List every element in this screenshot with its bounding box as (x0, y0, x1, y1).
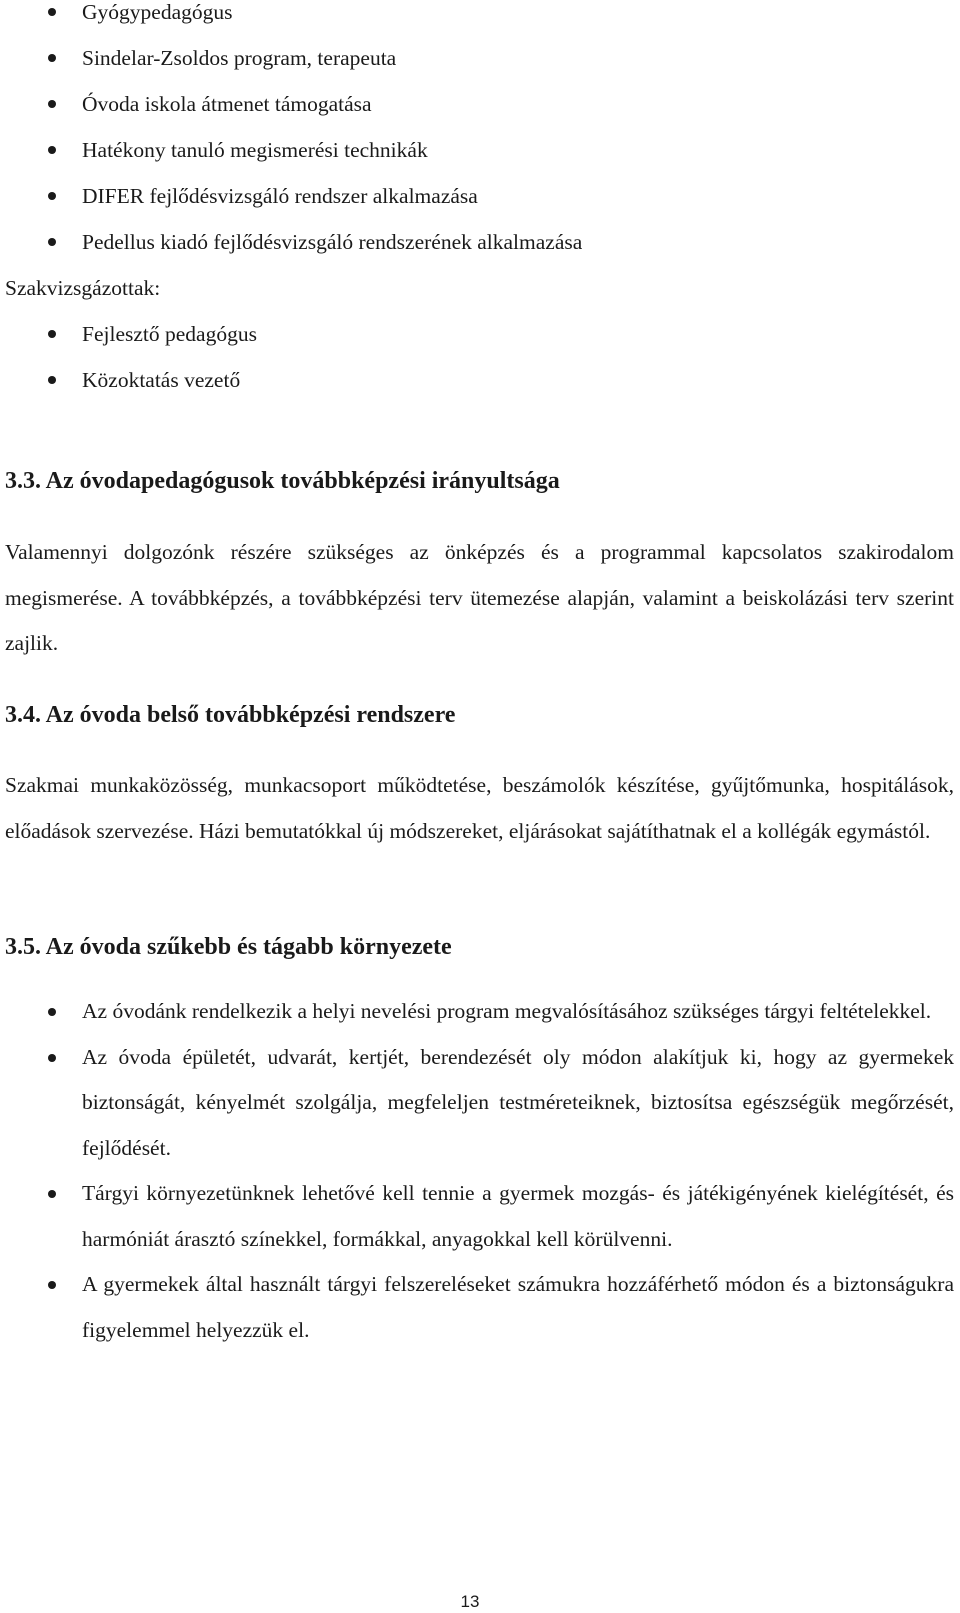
section-paragraph-3-4: Szakmai munkaközösség, munkacsoport működtetése, beszámolók készítése, gyűjtőmunka, hospitálások, előadások szervezése. Házi bemutatókkal új módszereket, eljárásokat sajátíthatnak el a kollégák egymástól. (5, 773, 954, 843)
section-heading-3-3: 3.3. Az óvodapedagógusok továbbképzési irányultsága (5, 468, 560, 494)
list-item: Tárgyi környezetünknek lehetővé kell tennie a gyermek mozgás- és játékigényének kielégítését, és harmóniát árasztó színekkel, formákkal, anyagokkal kell körülvenni. (5, 1171, 954, 1262)
bullet-icon (48, 1190, 56, 1198)
list-item: Fejlesztő pedagógus (5, 311, 954, 357)
list-item: Az óvodánk rendelkezik a helyi nevelési program megvalósításához szükséges tárgyi feltételekkel. (5, 989, 954, 1035)
bullet-icon (48, 1281, 56, 1289)
section-paragraph-3-3: Valamennyi dolgozónk részére szükséges az önképzés és a programmal kapcsolatos szakirodalom megismerése. A továbbképzés, a továbbképzési terv ütemezése alapján, valamint a beiskolázási terv szerint zajlik. (5, 540, 954, 655)
training-list (5, 0, 954, 403)
experts-label: Szakvizsgázottak: (5, 276, 161, 300)
bullet-icon (48, 100, 56, 108)
bullet-icon (48, 330, 56, 338)
bullet-icon (48, 8, 56, 16)
list-item: Óvoda iskola átmenet támogatása (5, 81, 954, 127)
list-item: Pedellus kiadó fejlődésvizsgáló rendszerének alkalmazása (5, 219, 954, 265)
bullet-icon (48, 1054, 56, 1062)
list-item: Az óvoda épületét, udvarát, kertjét, berendezését oly módon alakítjuk ki, hogy az gyermekek biztonságát, kényelmét szolgálja, megfeleljen testméreteiknek, biztosítsa egészségük megőrzését, fejlődését. (5, 1035, 954, 1172)
bullet-icon (48, 146, 56, 154)
list-item: A gyermekek által használt tárgyi felszereléseket számukra hozzáférhető módon és a biztonságukra figyelemmel helyezzük el. (5, 1262, 954, 1353)
bullet-icon (48, 54, 56, 62)
section-heading-3-5: 3.5. Az óvoda szűkebb és tágabb környezete (5, 934, 452, 960)
bullet-icon (48, 192, 56, 200)
section-heading-3-4: 3.4. Az óvoda belső továbbképzési rendszere (5, 702, 456, 728)
list-item: Közoktatás vezető (5, 357, 954, 403)
list-item: Sindelar-Zsoldos program, terapeuta (5, 35, 954, 81)
bullet-icon (48, 1008, 56, 1016)
bullet-icon (48, 238, 56, 246)
list-item: Hatékony tanuló megismerési technikák (5, 127, 954, 173)
page-number: 13 (460, 1592, 480, 1611)
list-item: DIFER fejlődésvizsgáló rendszer alkalmazása (5, 173, 954, 219)
list-item: Gyógypedagógus (5, 0, 954, 35)
bullet-icon (48, 376, 56, 384)
environment-list (5, 989, 954, 1353)
